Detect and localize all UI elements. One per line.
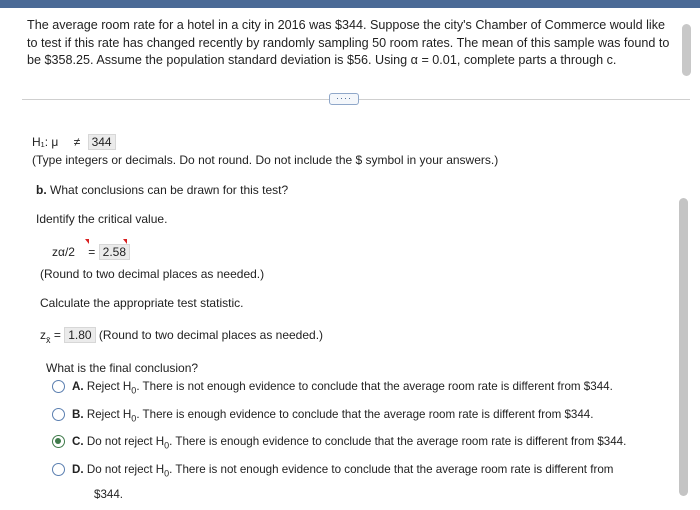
option-a[interactable]: A. Reject $H_0$. There is not enough evidence to conclude that the average room rate is different from $344. (72, 380, 613, 396)
alt-hypothesis (32, 134, 116, 150)
option-c-letter: C. (72, 435, 84, 448)
bottom-scrollbar[interactable] (679, 198, 688, 496)
expand-more-button[interactable]: ···· (329, 93, 359, 105)
option-a-letter: A. (72, 380, 84, 393)
part-b-heading (36, 183, 288, 198)
test-stat-value-box[interactable]: 1.80 (64, 327, 95, 343)
option-d-letter: D. (72, 463, 84, 476)
h1-value-box[interactable]: 344 (88, 134, 116, 150)
option-b[interactable]: B. Reject $H_0$. There is enough evidence to conclude that the average room rate is different from $344. (72, 408, 594, 424)
round-instruction: (Round to two decimal places as needed.) (40, 267, 265, 281)
option-c[interactable]: C. Do not reject $H_0$. There is enough evidence to conclude that the average room rate is different from $344. (72, 435, 627, 451)
test-stat-equals: = (53, 328, 61, 342)
test-stat-note: (Round to two decimal places as needed.) (98, 328, 324, 342)
radio-option-b[interactable] (52, 408, 65, 421)
critical-symbol: zα/2 (52, 245, 75, 259)
critical-value-row (52, 244, 130, 260)
critical-equals: = (88, 245, 96, 259)
part-b-question: What conclusions can be drawn for this test? (50, 183, 289, 197)
radio-option-c[interactable] (52, 435, 65, 448)
top-scrollbar[interactable] (682, 24, 691, 76)
option-d[interactable]: D. Do not reject $H_0$. There is not enough evidence to conclude that the average room rate is different from (72, 463, 614, 479)
type-instructions: (Type integers or decimals. Do not round. Do not include the $ symbol in your answers.) (32, 153, 499, 167)
calc-statistic-text: Calculate the appropriate test statistic. (40, 296, 244, 310)
final-question: What is the final conclusion? (46, 361, 199, 375)
red-marker (123, 239, 127, 244)
problem-statement: The average room rate for a hotel in a city in 2016 was $344. Suppose the city's Chamber of Commerce would like to test if this rate has changed recently by randomly sampling 50 room rates. The mean of this sample was found to be $358.25. Assume the population standard deviation is $56. Using α = 0.01, complete parts a through c. (27, 18, 670, 67)
h1-operator-box[interactable]: ≠ (70, 134, 85, 150)
critical-value-box[interactable]: 2.58 (99, 244, 130, 260)
option-d-continued: $344. (94, 488, 124, 501)
part-b-label: b. (36, 183, 47, 197)
red-marker (85, 239, 89, 244)
test-statistic-row: $z_{x̄} = 1.80$ (Round to two decimal places as needed.) (40, 328, 324, 345)
test-stat-symbol: z (40, 328, 46, 342)
radio-option-a[interactable] (52, 380, 65, 393)
radio-option-d[interactable] (52, 463, 65, 476)
identify-critical-text: Identify the critical value. (36, 212, 168, 226)
header-stripe (0, 0, 700, 8)
option-b-letter: B. (72, 408, 84, 421)
h1-label: H₁: μ (32, 135, 59, 149)
